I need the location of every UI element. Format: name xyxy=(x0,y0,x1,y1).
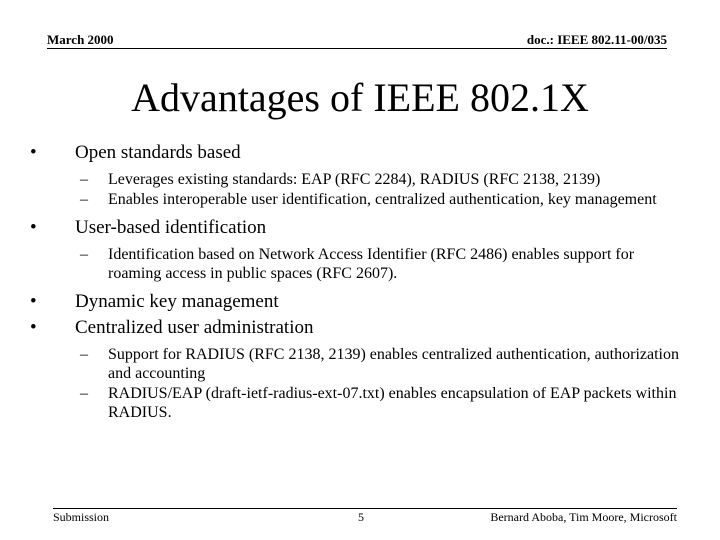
bullet-text: Centralized user administration xyxy=(75,317,314,338)
bullet-list xyxy=(30,142,690,423)
bullet-mark: • xyxy=(30,142,37,163)
header-date: March 2000 xyxy=(47,32,114,47)
bullet-item xyxy=(30,291,690,313)
sub-bullet-text: Identification based on Network Access Identifier (RFC 2486) enables support for roaming access in public spaces (RFC 2607). xyxy=(108,246,635,282)
sub-bullet-mark: – xyxy=(80,346,88,363)
sub-bullet-mark: – xyxy=(80,171,88,188)
bullet-mark: • xyxy=(30,291,37,312)
sub-bullet-item xyxy=(30,190,690,209)
slide-title: Advantages of IEEE 802.1X xyxy=(131,75,589,120)
sub-bullet-mark: – xyxy=(80,385,88,402)
header-doc-id: doc.: IEEE 802.11-00/035 xyxy=(526,32,667,47)
bullet-text: Dynamic key management xyxy=(75,291,279,312)
footer-submission: Submission xyxy=(53,510,110,524)
sub-bullet-mark: – xyxy=(80,191,88,208)
footer-rule xyxy=(53,508,677,509)
bullet-text: User-based identification xyxy=(75,217,267,238)
bullet-item xyxy=(30,142,690,164)
bullet-item xyxy=(30,317,690,339)
sub-bullet-text: Enables interoperable user identification, centralized authentication, key management xyxy=(108,191,657,208)
sub-bullet-text: Leverages existing standards: EAP (RFC 2284), RADIUS (RFC 2138, 2139) xyxy=(108,171,601,188)
bullet-item xyxy=(30,217,690,239)
sub-bullet-text: RADIUS/EAP (draft-ietf-radius-ext-07.txt) enables encapsulation of EAP packets within RADIUS. xyxy=(108,385,677,421)
header-rule xyxy=(47,48,667,49)
sub-bullet-mark: – xyxy=(80,246,88,263)
sub-bullet-item xyxy=(30,345,690,383)
sub-bullet-item xyxy=(30,170,690,189)
sub-bullet-item xyxy=(30,245,690,283)
footer-authors: Bernard Aboba, Tim Moore, Microsoft xyxy=(490,510,677,524)
bullet-mark: • xyxy=(30,217,37,238)
bullet-text: Open standards based xyxy=(75,142,241,163)
sub-bullet-item xyxy=(30,384,690,422)
sub-bullet-text: Support for RADIUS (RFC 2138, 2139) enables centralized authentication, authorization and accounting xyxy=(108,346,679,382)
bullet-mark: • xyxy=(30,317,37,338)
footer-page-number: 5 xyxy=(358,510,364,524)
